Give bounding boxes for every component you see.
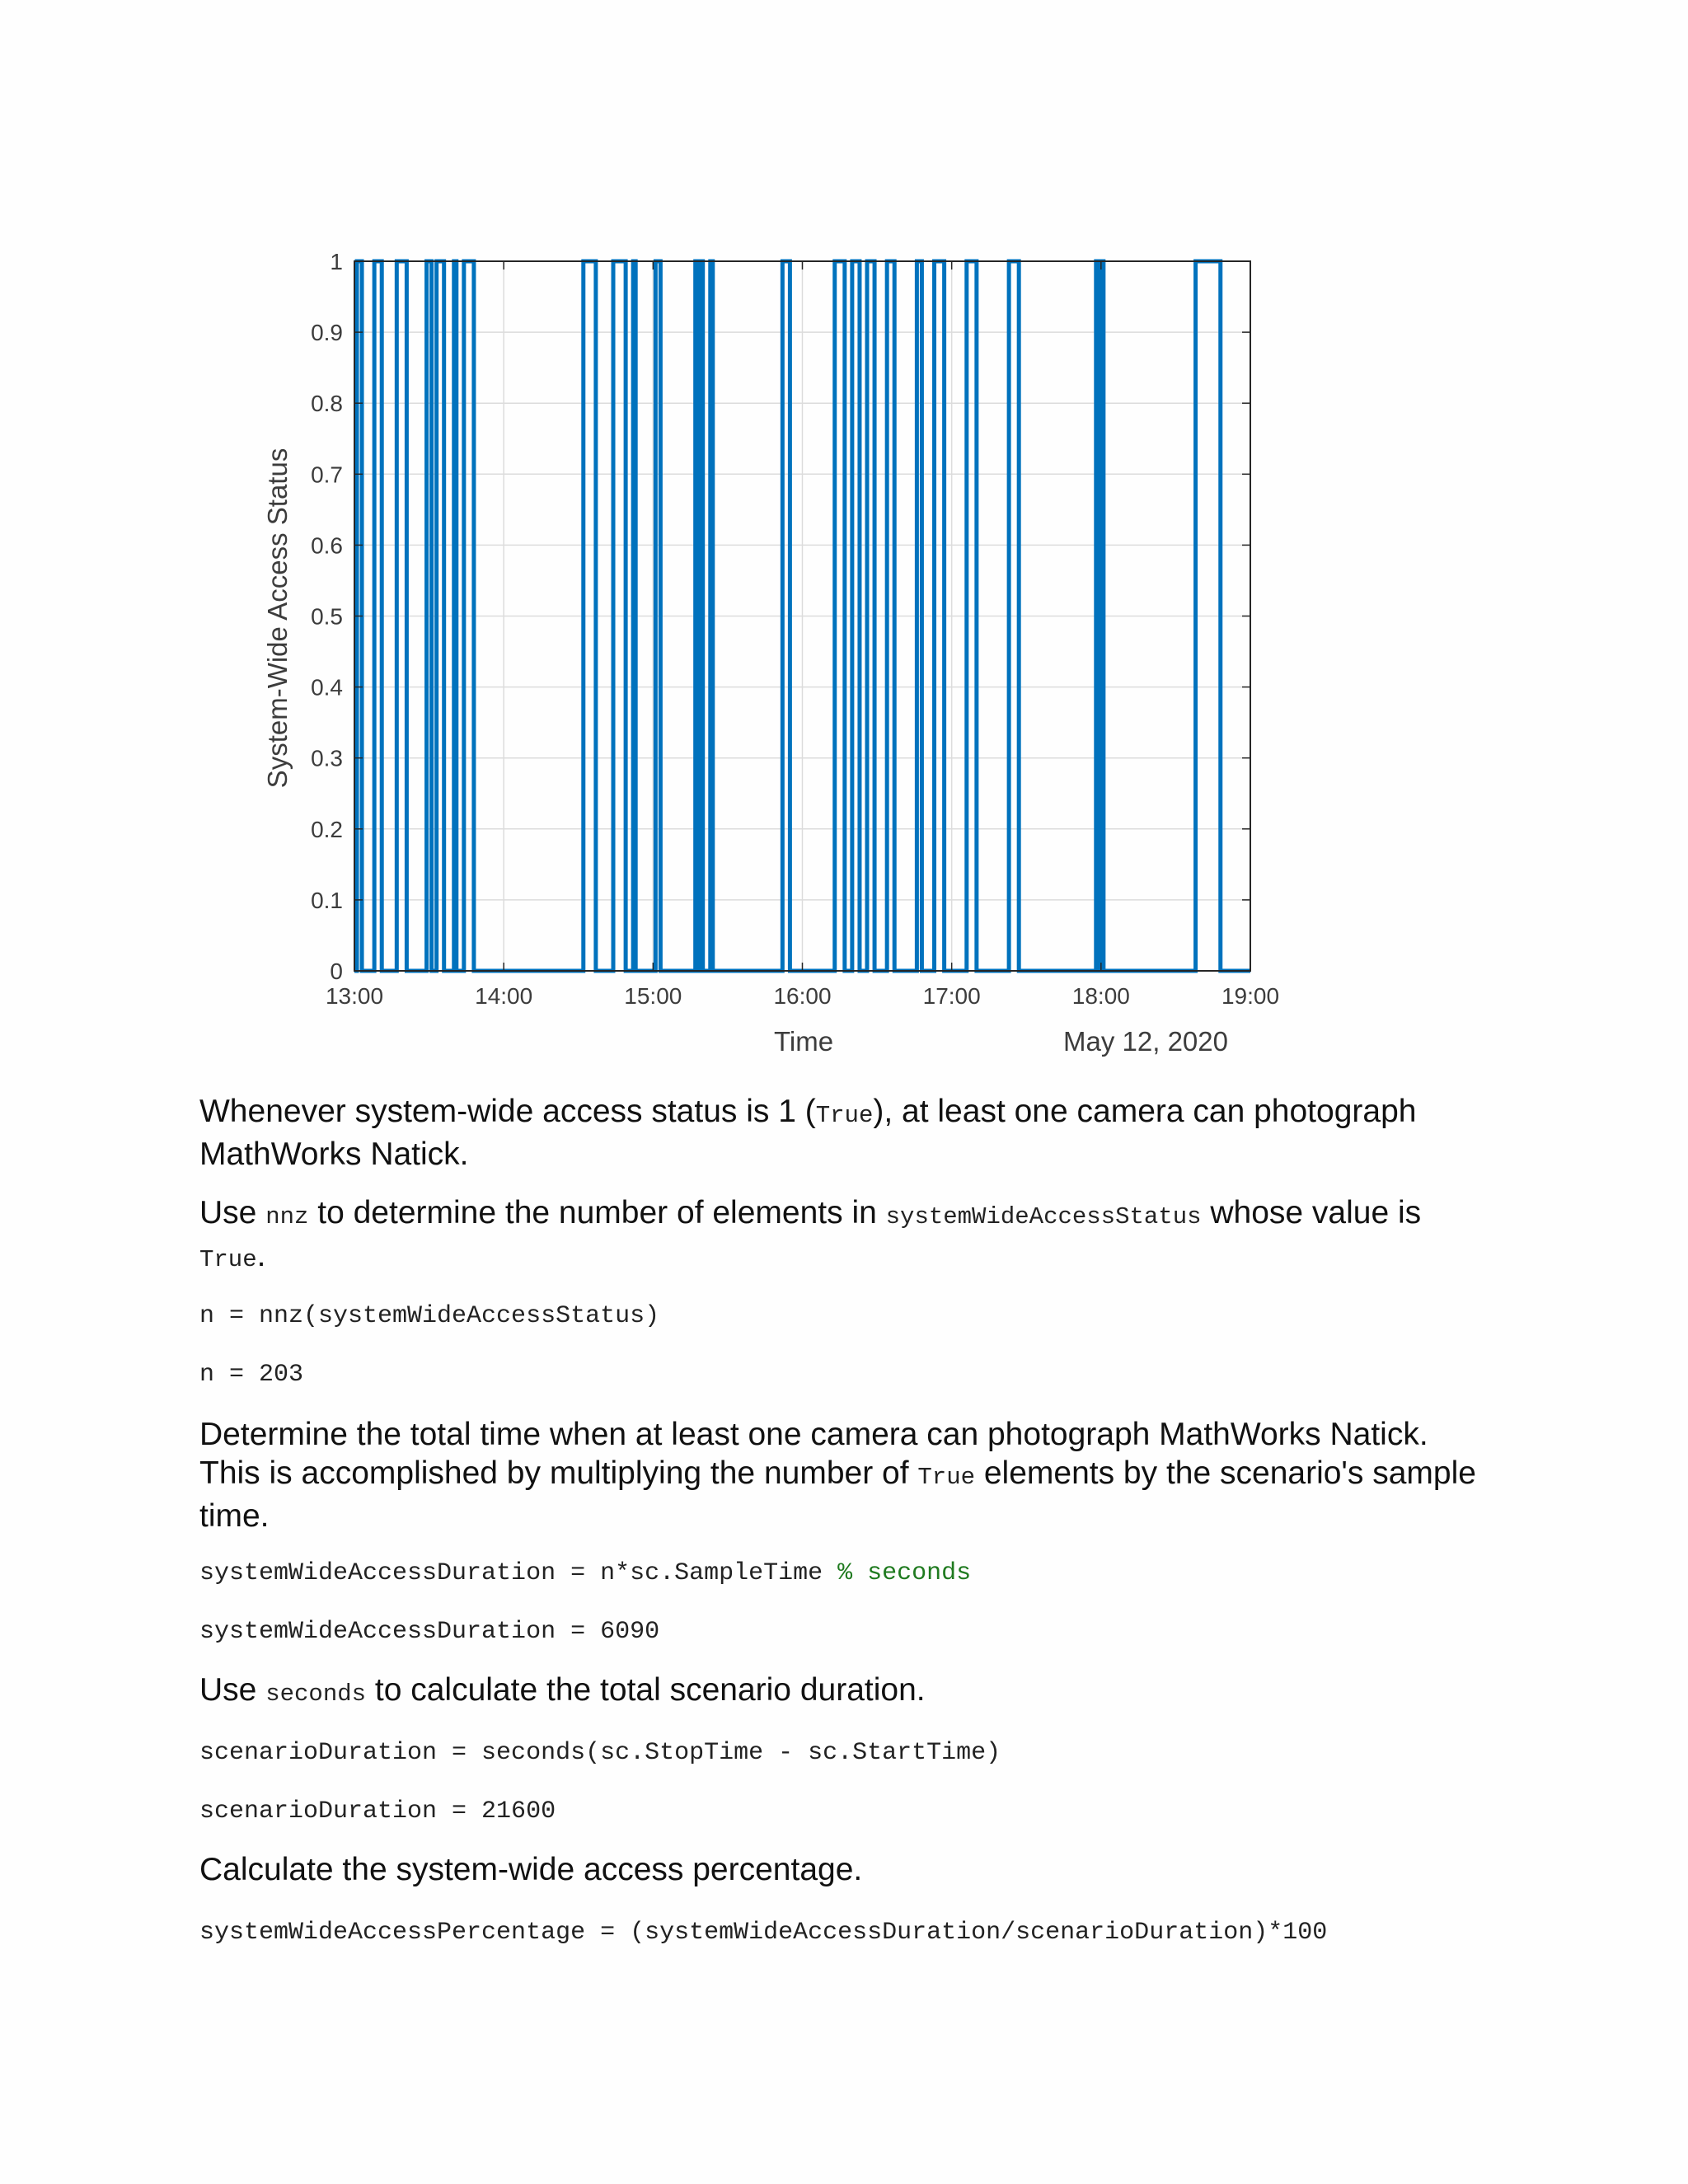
x-tick-labels [326, 983, 1279, 1009]
inline-code-true: True [199, 1246, 257, 1273]
inline-code-seconds: seconds [265, 1680, 367, 1708]
x-axis-label: Time [773, 1026, 834, 1057]
paragraph-nnz: Use nnz to determine the number of elements in systemWideAccessStatus whose value is True. [199, 1195, 1422, 1273]
output-line-duration: systemWideAccessDuration = 6090 [199, 1618, 660, 1646]
x-tick-label: 14:00 [475, 983, 533, 1009]
output-line-n: n = 203 [199, 1361, 304, 1389]
grid-lines [354, 261, 1250, 971]
x-tick-label: 16:00 [773, 983, 832, 1009]
x-tick-label: 13:00 [325, 983, 384, 1009]
y-tick-label: 0.6 [311, 532, 343, 559]
paragraph-total-time: Determine the total time when at least one camera can photograph MathWorks Natick. This is accomplished by multiplying the number of True elements by the scenario's sample time. [199, 1417, 1476, 1534]
y-tick-label: 0.5 [311, 603, 343, 630]
x-tick-label: 19:00 [1221, 983, 1280, 1009]
paragraph-access-status: Whenever system-wide access status is 1 (True), at least one camera can photograph MathWorks Natick. [199, 1094, 1417, 1172]
x-tick-label: 18:00 [1071, 983, 1130, 1009]
y-tick-label: 0.1 [311, 887, 343, 913]
y-tick-label: 0.2 [311, 816, 343, 842]
y-axis-label: System-Wide Access Status [262, 448, 293, 789]
inline-code-variable: systemWideAccessStatus [885, 1203, 1202, 1230]
date-label: May 12, 2020 [1063, 1026, 1228, 1057]
access-status-chart [247, 239, 1319, 1071]
code-line-scenario: scenarioDuration = seconds(sc.StopTime - sc.StartTime) [199, 1739, 1001, 1767]
y-tick-label: 1 [330, 249, 343, 274]
code-line-percentage: systemWideAccessPercentage = (systemWideAccessDuration/scenarioDuration)*100 [199, 1919, 1328, 1947]
inline-code-nnz: nnz [265, 1203, 309, 1230]
code-line-duration: systemWideAccessDuration = n*sc.SampleTime % seconds [199, 1559, 972, 1587]
inline-code-true: True [917, 1464, 976, 1491]
y-tick-label: 0.3 [311, 745, 343, 771]
code-line-nnz: n = nnz(systemWideAccessStatus) [199, 1302, 660, 1330]
y-tick-labels [311, 249, 343, 984]
paragraph-percentage: Calculate the system-wide access percentage. [199, 1852, 863, 1887]
y-tick-label: 0.7 [311, 462, 343, 488]
x-tick-label: 17:00 [922, 983, 981, 1009]
output-line-scenario: scenarioDuration = 21600 [199, 1797, 556, 1825]
y-tick-label: 0 [330, 958, 343, 984]
paragraph-seconds: Use seconds to calculate the total scenario duration. [199, 1672, 926, 1708]
y-tick-label: 0.9 [311, 320, 343, 346]
code-comment: % seconds [837, 1559, 972, 1587]
inline-code-true: True [815, 1102, 874, 1129]
y-tick-label: 0.4 [311, 674, 343, 701]
x-tick-label: 15:00 [624, 983, 682, 1009]
y-tick-label: 0.8 [311, 391, 343, 417]
